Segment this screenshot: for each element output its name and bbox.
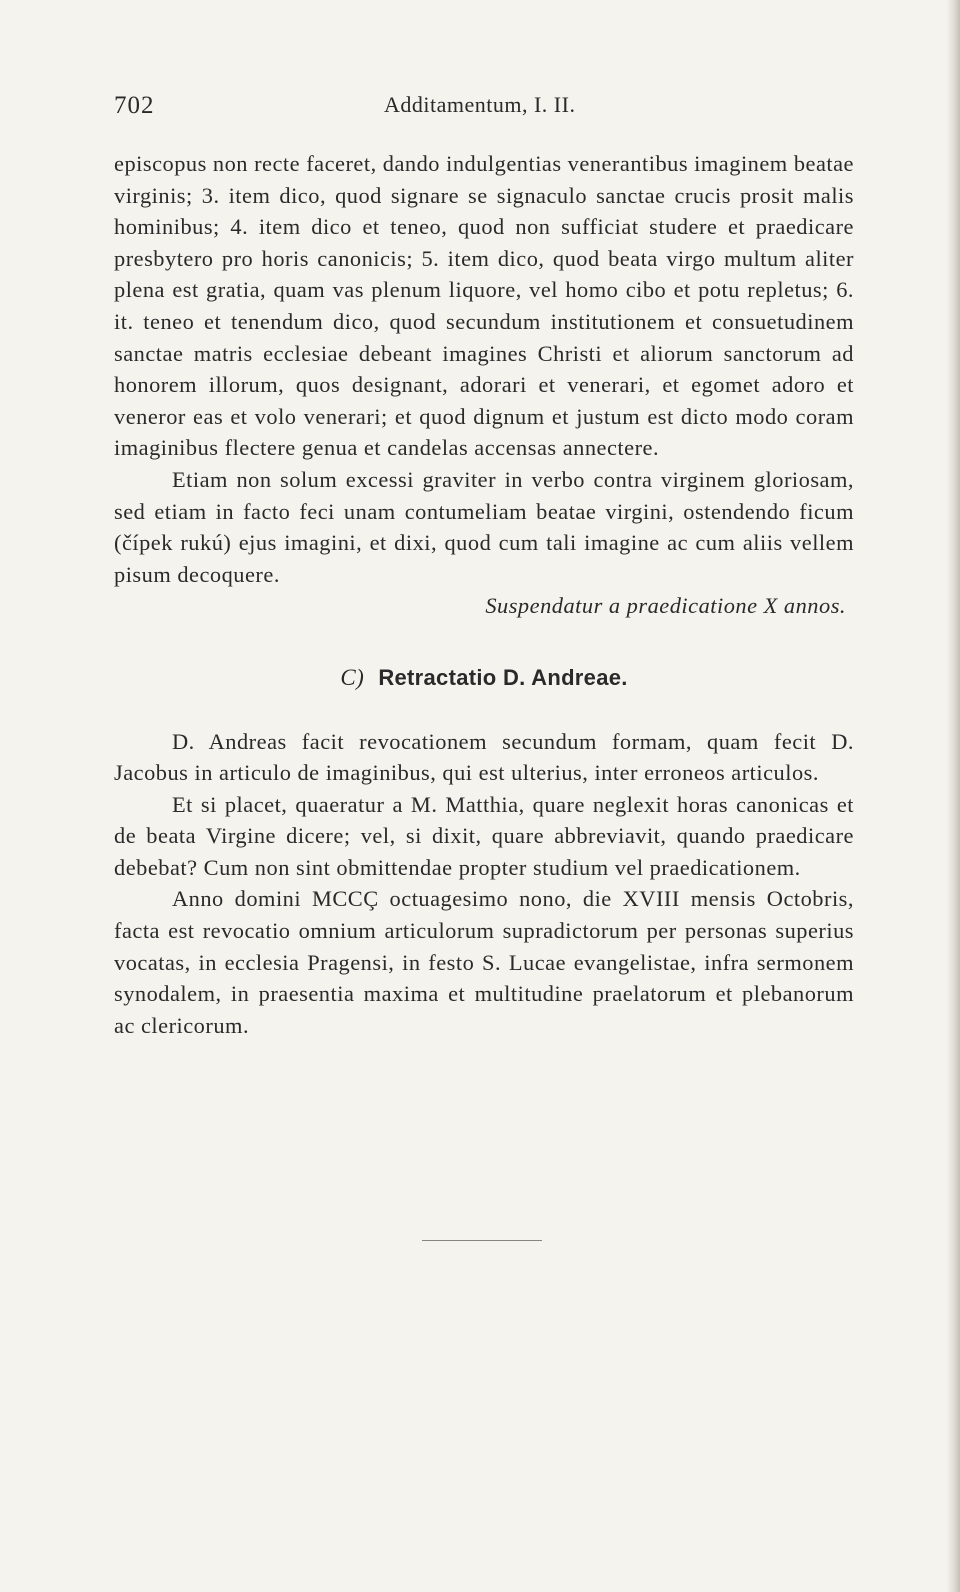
section-letter: C) [340,664,365,690]
page-header [114,92,854,128]
sentence-line: Suspendatur a praedicatione X annos. [485,593,846,619]
section-title: Retractatio D. Andreae. [378,664,628,690]
paragraph-confession: Etiam non solum excessi graviter in verbo contra virginem gloriosam, sed etiam in facto feci unam contumeliam beatae virgini, ostendendo ficum (čípek rukú) ejus imagini, et dixi, quod cum tali imagine ac cum aliis vellem pisum decoquere. [114,466,854,587]
page-number: 702 [114,92,155,119]
running-title: Additamentum, I. II. [384,92,576,117]
section-heading [114,662,854,694]
paragraph-continuation: episcopus non recte faceret, dando indulgentias venerantibus imaginem beatae virginis; 3. item dico, quod signare se signaculo sanctae crucis prosit malis hominibus; 4. item dico et teneo, quod non sufficiat studere et praedicare presbytero pro horis canonicis; 5. item dico, quod beata virgo multum aliter plena est gratia, quam vas plenum liquore, vel homo cibo et potu repletus; 6. it. teneo et tenendum dico, quod secundum institutionem et consuetudinem sanctae matris ecclesiae debeant imagines Christi et aliorum sanctorum ad honorem illorum, quos designant, adorari et venerari, et egomet adoro et veneror eas et volo venerari; et quod dignum et justum est dicto modo coram imaginibus flectere genua et candelas accensas annectere. [114,151,854,461]
body-text [114,148,854,1041]
page-edge-shadow [946,0,960,1592]
end-rule [422,1240,542,1241]
paragraph-question: Et si placet, quaeratur a M. Matthia, quare neglexit horas canonicas et de beata Virgine dicere; vel, si dixit, quare abbreviavit, quando praedicare debebat? Cum non sint obmittendae propter studium vel praedicationem. [114,791,854,880]
paragraph-date: Anno domini MCCÇ octuagesimo nono, die XVIII mensis Octobris, facta est revocatio omnium articulorum supradictorum per personas superius vocatas, in ecclesia Pragensi, in festo S. Lucae evangelistae, infra sermonem synodalem, in praesentia maxima et multitudine praelatorum et plebanorum ac clericorum. [114,886,854,1038]
paragraph-revocation: D. Andreas facit revocationem secundum formam, quam fecit D. Jacobus in articulo de imaginibus, qui est ulterius, inter erroneos articulos. [114,728,854,786]
